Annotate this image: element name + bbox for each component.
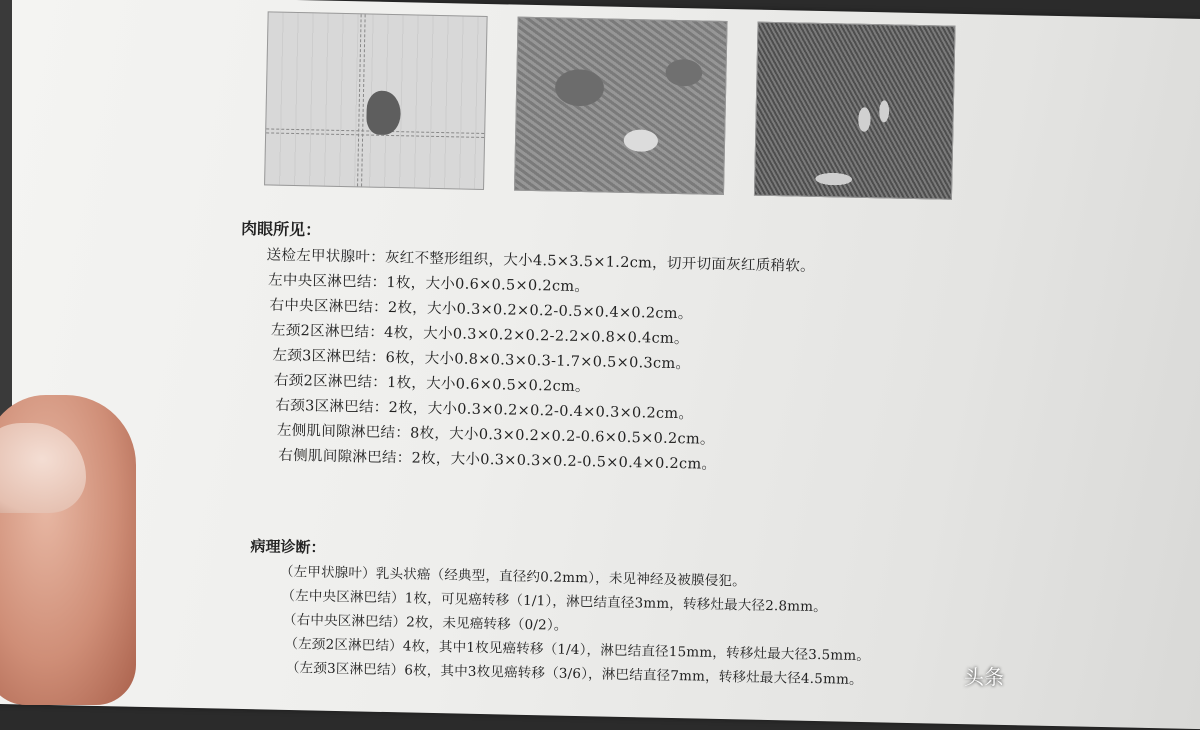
diagnosis-line: （左颈3区淋巴结）6枚，其中3枚见癌转移（3/6），淋巴结直径7mm，转移灶最大径4.5mm。 [285,659,863,689]
diagnosis-line: （左甲状腺叶）乳头状癌（经典型，直径约0.2mm），未见神经及被膜侵犯。 [279,563,747,590]
watermark: 头条 [964,665,1004,689]
thumbnail [0,423,86,513]
gross-line: 右颈2区淋巴结：1枚，大小0.6×0.5×0.2cm。 [273,372,590,396]
histology-image-2 [754,22,956,200]
gross-line: 送检左甲状腺叶：灰红不整形组织，大小4.5×3.5×1.2cm，切开切面灰红质稍软。 [266,247,816,275]
gross-line: 右中央区淋巴结：2枚，大小0.3×0.2×0.2-0.5×0.4×0.2cm。 [269,297,693,323]
diagnosis-line: （左颈2区淋巴结）4枚，其中1枚见癌转移（1/4），淋巴结直径15mm，转移灶最大径3.5mm。 [284,635,871,665]
thumb [0,395,136,705]
gross-line: 左颈3区淋巴结：6枚，大小0.8×0.3×0.3-1.7×0.5×0.3cm。 [272,347,691,373]
ruler-line [357,14,366,186]
diagnosis-title: 病理诊断： [250,537,326,557]
gross-findings-title: 肉眼所见： [240,218,322,240]
gross-specimen-photo [264,11,488,190]
gross-line: 左中央区淋巴结：1枚，大小0.6×0.5×0.2cm。 [267,272,590,296]
tissue-specimen [366,90,401,135]
diagnosis-line: （右中央区淋巴结）2枚，未见癌转移（0/2）。 [282,611,568,634]
specimen-images [264,11,968,206]
diagnosis-line: （左中央区淋巴结）1枚，可见癌转移（1/1），淋巴结直径3mm，转移灶最大径2.8mm。 [281,587,828,616]
gross-line: 左侧肌间隙淋巴结：8枚，大小0.3×0.2×0.2-0.6×0.5×0.2cm。 [276,422,715,448]
histology-image-1 [514,17,728,195]
gross-line: 左颈2区淋巴结：4枚，大小0.3×0.2×0.2-2.2×0.8×0.4cm。 [270,322,689,348]
gross-line: 右侧肌间隙淋巴结：2枚，大小0.3×0.3×0.2-0.5×0.4×0.2cm。 [278,447,717,473]
gross-line: 右颈3区淋巴结：2枚，大小0.3×0.2×0.2-0.4×0.3×0.2cm。 [275,397,694,423]
